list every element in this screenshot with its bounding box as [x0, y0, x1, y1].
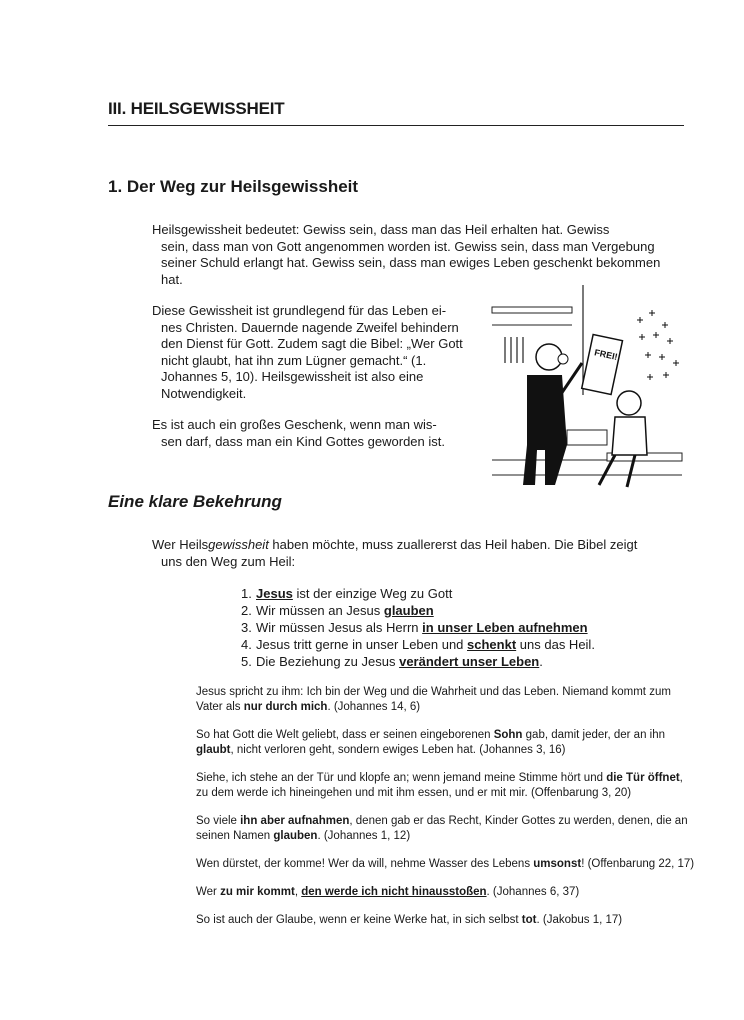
quote-text: So hat Gott die Welt geliebt, dass er seinen eingeborenen: [196, 729, 494, 741]
cartoon-sign-text: FREI!: [593, 347, 619, 362]
quote-emphasis: glauben: [273, 830, 318, 842]
paragraph-intro: [152, 537, 692, 570]
paragraph-first-line: [152, 537, 692, 554]
quote-emphasis: nur durch mich: [243, 701, 328, 713]
paragraph-gift: [152, 417, 482, 450]
quote-text: gab, damit jeder, der an ihn: [522, 729, 666, 741]
quote-revelation-22-17: [196, 857, 696, 872]
list-item: [241, 653, 595, 670]
quote-text: Siehe, ich stehe an der Tür und klopfe an; wenn jemand meine Stimme hört und: [196, 772, 607, 784]
quote-emphasis: Sohn: [493, 729, 523, 741]
list-text: uns das Heil.: [516, 637, 595, 652]
list-text: ist der einzige Weg zu Gott: [292, 586, 453, 601]
list-number: 5.: [241, 654, 252, 669]
paragraph-continuation: uns den Weg zum Heil:: [161, 553, 296, 569]
quote-text: Wer: [196, 886, 221, 898]
steps-list: [241, 585, 595, 670]
list-text: Wir müssen an Jesus: [256, 603, 384, 618]
cartoon-illustration: [487, 285, 687, 500]
quote-text: Jesus spricht zu ihm: Ich bin der Weg und die Wahrheit und das Leben. Niemand kommt zum Vater als: [196, 686, 671, 713]
list-text: Die Beziehung zu Jesus: [256, 654, 400, 669]
section-title: 1. Der Weg zur Heilsgewissheit: [108, 177, 359, 196]
intro-text: haben möchte, muss zuallererst das Heil haben. Die Bibel zeigt: [268, 537, 638, 552]
quote-text: So viele: [196, 815, 241, 827]
quote-emphasis: glaubt: [196, 744, 231, 756]
emphasis-text: schenkt: [467, 637, 517, 652]
quote-text: Wen dürstet, der komme! Wer da will, nehme Wasser des Lebens: [196, 858, 534, 870]
quote-text: . (Johannes 1, 12): [317, 830, 411, 842]
list-item: [241, 636, 595, 653]
emphasis-text: verändert unser Leben: [399, 654, 540, 669]
quote-text: So ist auch der Glaube, wenn er keine Werke hat, in sich selbst: [196, 914, 522, 926]
list-item: [241, 619, 595, 636]
paragraph-foundation: [152, 303, 482, 402]
quote-james-1-17: [196, 913, 696, 928]
paragraph-first-line: Diese Gewissheit ist grundlegend für das Leben ei-: [152, 303, 447, 318]
quote-john-3-16: [196, 728, 696, 758]
list-text: .: [539, 654, 543, 669]
list-item: [241, 585, 595, 602]
quote-emphasis: die Tür öffnet: [606, 772, 680, 784]
paragraph-continuation: sein, dass man von Gott angenommen worden ist. Gewiss sein, dass man Vergebung seiner Schuld erlangt hat. Gewiss sein, dass man ewiges Leben geschenkt bekommen hat.: [161, 238, 661, 287]
intro-text: Wer Heils: [152, 537, 209, 552]
quote-emphasis: zu mir kommt: [220, 886, 295, 898]
quote-emphasis: umsonst: [533, 858, 582, 870]
quote-text: , zu dem werde ich hineingehen und mit ihm essen, und er mit mir. (Offenbarung 3, 20): [196, 772, 683, 799]
list-number: 4.: [241, 637, 252, 652]
paragraph-first-line: Es ist auch ein großes Geschenk, wenn man wis-: [152, 417, 437, 432]
emphasis-text: in unser Leben aufnehmen: [422, 620, 588, 635]
list-item: [241, 602, 595, 619]
chapter-title: III. HEILSGEWISSHEIT: [108, 99, 684, 126]
paragraph-definition: [152, 222, 682, 288]
quote-emphasis: den werde ich nicht hinausstoßen: [301, 886, 487, 898]
paragraph-continuation: sen darf, dass man ein Kind Gottes geworden ist.: [161, 433, 445, 449]
bible-quotes: [196, 685, 696, 941]
list-text: Wir müssen Jesus als Herrn: [256, 620, 423, 635]
quote-emphasis: tot: [521, 914, 537, 926]
list-number: 3.: [241, 620, 252, 635]
quote-text: . (Johannes 14, 6): [327, 701, 421, 713]
quote-text: ! (Offenbarung 22, 17): [581, 858, 695, 870]
intro-emphasis: gewissheit: [208, 537, 269, 552]
subsection-title: Eine klare Bekehrung: [108, 492, 282, 511]
paragraph-continuation: nes Christen. Dauernde nagende Zweifel behindern den Dienst für Gott. Zudem sagt die Bibel: „Wer Gott nicht glaubt, hat ihn zum Lügner gemacht.“ (1. Johannes 5, 10). Heilsgewissheit ist also eine Notwendigkeit.: [161, 319, 463, 401]
quote-john-6-37: [196, 885, 696, 900]
quote-john-14-6: [196, 685, 696, 715]
list-text: Jesus tritt gerne in unser Leben und: [256, 637, 468, 652]
quote-text: , denen gab er das Recht, Kinder Gottes zu werden, denen, die an seinen Namen: [196, 815, 688, 842]
emphasis-text: glauben: [383, 603, 434, 618]
list-number: 1.: [241, 586, 252, 601]
quote-emphasis: ihn aber aufnahmen: [240, 815, 350, 827]
list-number: 2.: [241, 603, 252, 618]
paragraph-first-line: Heilsgewissheit bedeutet: Gewiss sein, dass man das Heil erhalten hat. Gewiss: [152, 222, 610, 237]
quote-revelation-3-20: [196, 771, 696, 801]
quote-text: . (Jakobus 1, 17): [536, 914, 623, 926]
quote-text: , nicht verloren geht, sondern ewiges Leben hat. (Johannes 3, 16): [230, 744, 566, 756]
quote-text: ,: [294, 886, 302, 898]
emphasis-text: Jesus: [256, 586, 293, 601]
quote-john-1-12: [196, 814, 696, 844]
quote-text: . (Johannes 6, 37): [486, 886, 580, 898]
